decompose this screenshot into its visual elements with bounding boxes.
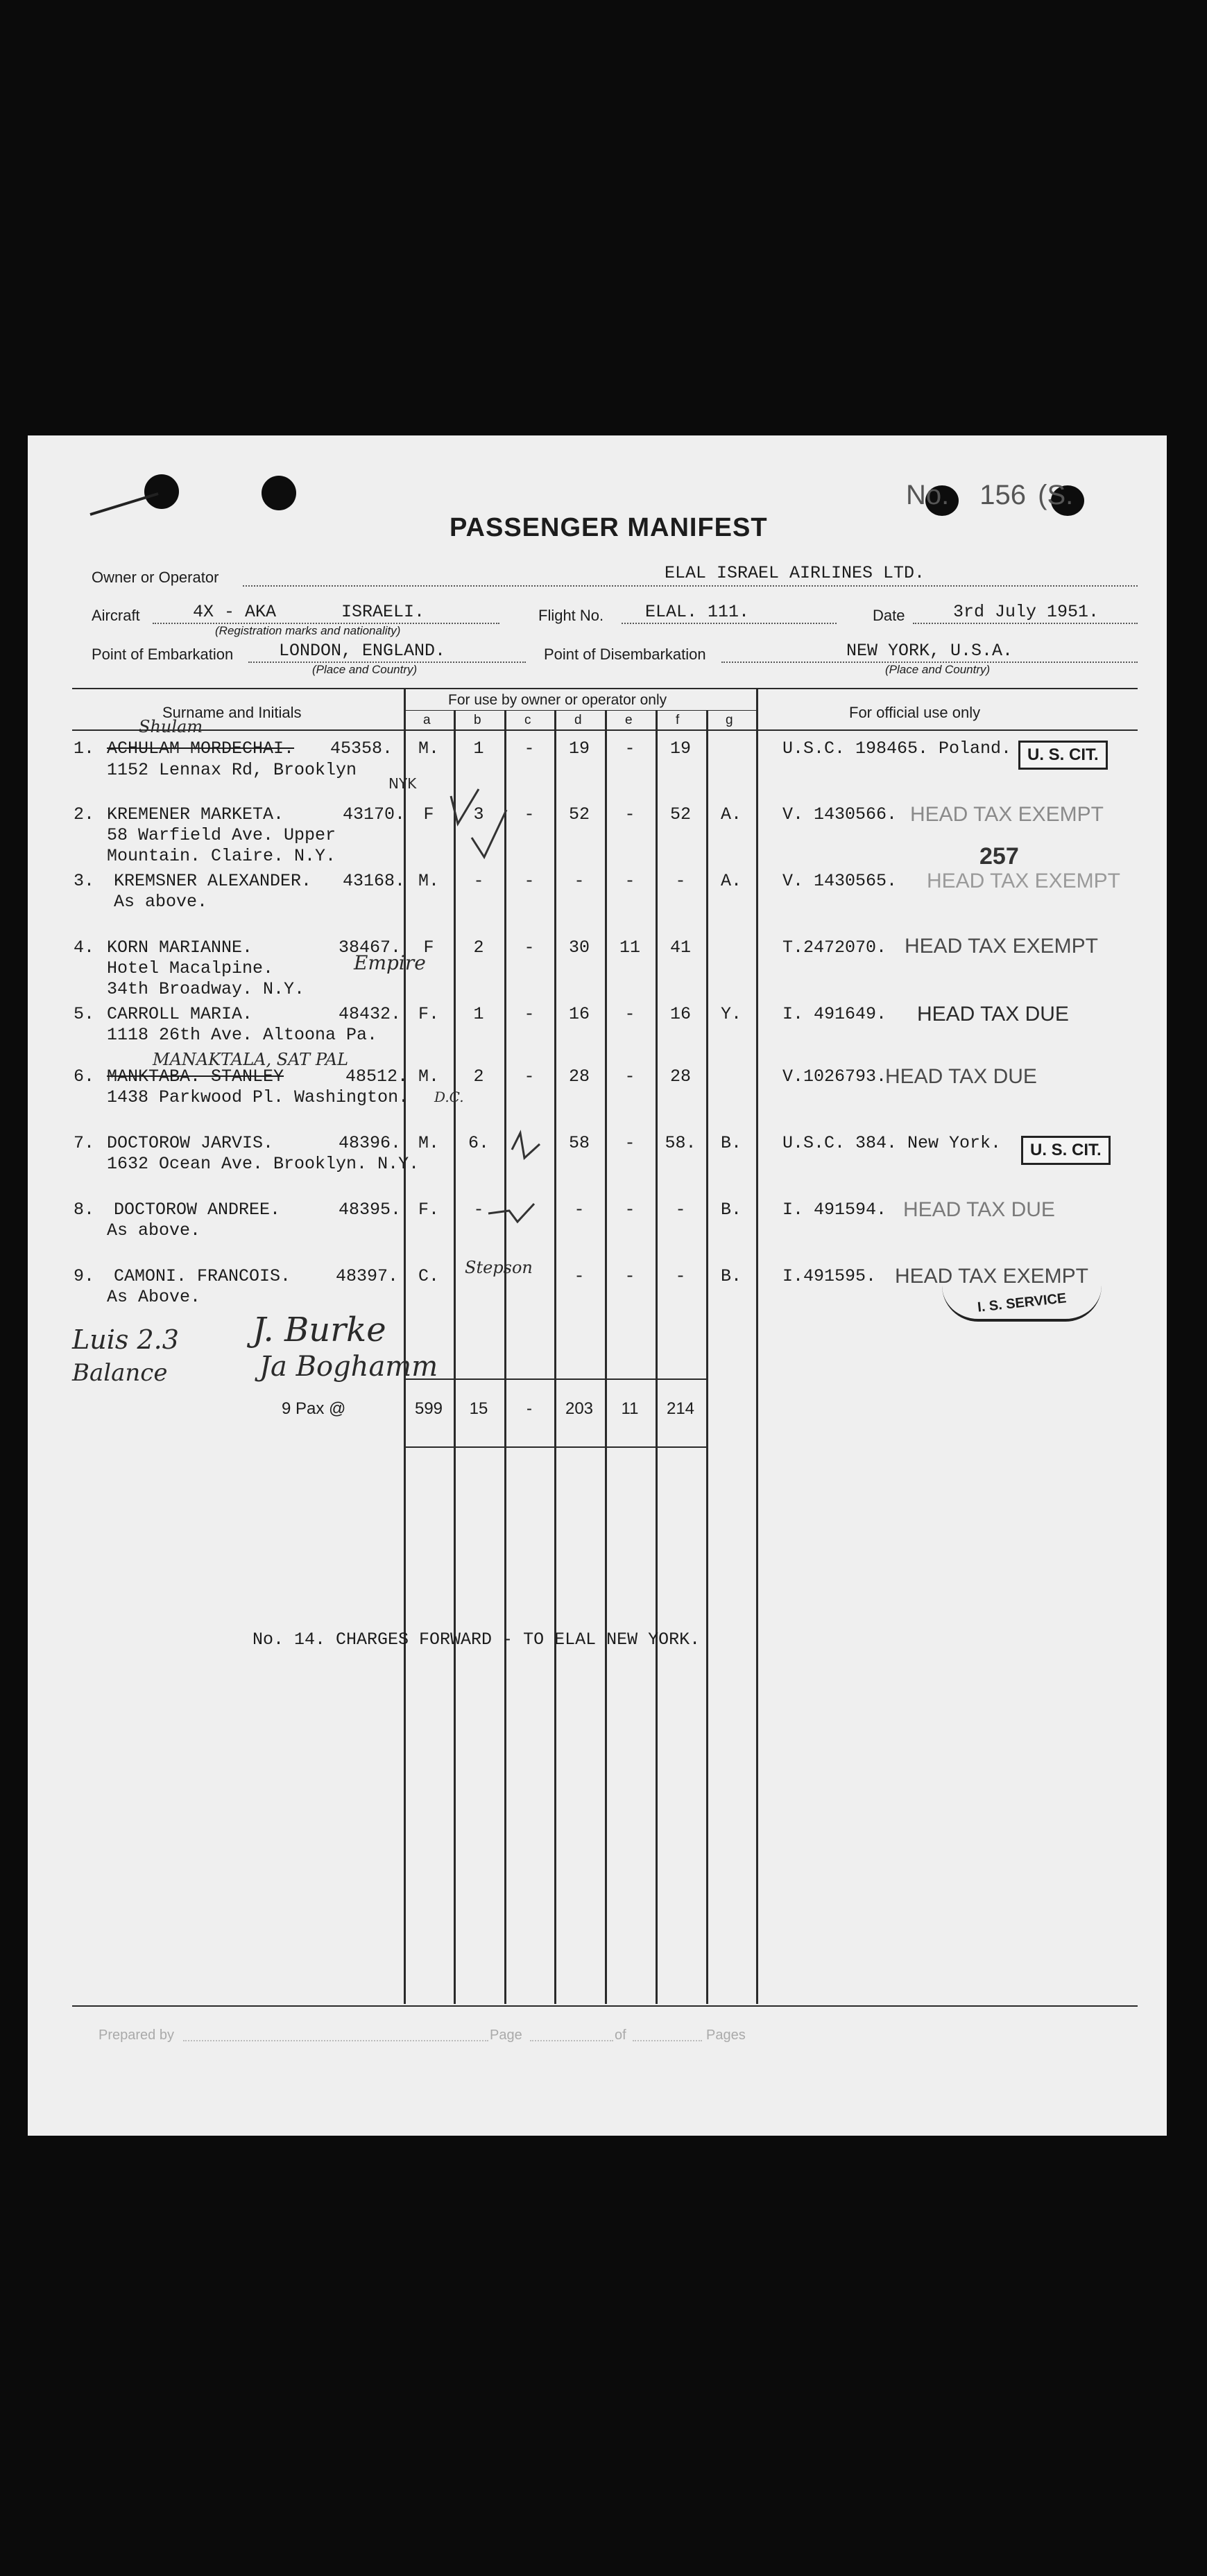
handwritten-annotation: Shulam: [139, 717, 203, 736]
col-d: -: [574, 1200, 585, 1220]
col-e: -: [624, 1266, 635, 1286]
col-f: 52: [669, 804, 691, 824]
official-entry: V. 1430565.: [782, 871, 898, 891]
col-c: -: [524, 1004, 535, 1024]
official-entry: I. 491649.: [782, 1004, 887, 1024]
col-b: 2: [473, 1066, 484, 1087]
passenger-address: 1118 26th Ave. Altoona Pa.: [107, 1025, 378, 1045]
col-g: B.: [720, 1266, 742, 1286]
owner-header-split: [405, 710, 756, 711]
punch-hole-center: [262, 476, 296, 510]
totals-label: 9 Pax @: [282, 1399, 346, 1418]
handwritten-annotation: Stepson: [465, 1258, 533, 1277]
passenger-address: As above.: [114, 892, 208, 912]
row-number: 4.: [74, 937, 95, 958]
row-number: 1.: [74, 738, 95, 759]
col-e: -: [624, 804, 635, 824]
col-rule-6: [656, 710, 658, 2004]
col-c: -: [524, 1066, 535, 1087]
form-number-suffix: (S.: [1038, 480, 1074, 510]
col-d: 16: [568, 1004, 590, 1024]
total-a: 599: [414, 1399, 443, 1418]
passenger-name: ACHULAM MORDECHAI.: [107, 738, 295, 759]
form-number: [906, 480, 1073, 511]
passenger-address: 1632 Ocean Ave. Brooklyn. N.Y.: [107, 1154, 420, 1174]
col-a: M.: [418, 1066, 439, 1087]
stamped-number-257: 257: [979, 843, 1019, 870]
passenger-id: 43168.: [343, 871, 406, 891]
official-entry: I.491595.: [782, 1266, 877, 1286]
column-letter-a: a: [423, 713, 431, 727]
col-e: -: [624, 738, 635, 759]
official-entry: V. 1430566.: [782, 804, 898, 824]
col-rule-5: [605, 710, 607, 2004]
embark-value: LONDON, ENGLAND.: [279, 641, 446, 661]
col-a: M.: [418, 871, 439, 891]
col-e: -: [624, 871, 635, 891]
col-b: 6.: [468, 1133, 489, 1153]
col-f: -: [675, 871, 686, 891]
passenger-name: DOCTOROW JARVIS.: [107, 1133, 274, 1153]
official-entry: V.1026793.: [782, 1066, 887, 1087]
signature-1: J. Burke: [252, 1311, 386, 1349]
col-rule-7: [706, 710, 708, 2004]
handwritten-annotation: Empire: [354, 951, 426, 974]
column-letter-g: g: [726, 713, 733, 727]
checkmark-annotation: [486, 1198, 541, 1226]
column-letter-e: e: [625, 713, 633, 727]
col-rule-3: [504, 710, 506, 2004]
flight-value: ELAL. 111.: [645, 602, 750, 622]
column-letter-c: c: [524, 713, 531, 727]
head-tax-stamp: HEAD TAX EXEMPT: [895, 1265, 1088, 1288]
handwritten-note-left: Luis 2.3: [72, 1324, 179, 1355]
passenger-id: 48395.: [339, 1200, 402, 1220]
head-tax-stamp: HEAD TAX EXEMPT: [910, 803, 1104, 826]
flight-label: Flight No.: [538, 607, 604, 624]
col-b: 2: [473, 937, 484, 958]
col-b: 1: [473, 738, 484, 759]
row-number: 7.: [74, 1133, 95, 1153]
passenger-id: 43170.: [343, 804, 406, 824]
footer-pages: Pages: [706, 2028, 746, 2043]
passenger-name: CAMONI. FRANCOIS.: [114, 1266, 291, 1286]
disembark-value: NEW YORK, U.S.A.: [846, 641, 1013, 661]
col-f: 16: [669, 1004, 691, 1024]
passenger-id: 48397.: [336, 1266, 399, 1286]
table-bottom-rule: [72, 2005, 1138, 2007]
row-number: 3.: [74, 871, 95, 891]
is-service-text: I. S. SERVICE: [976, 1290, 1068, 1315]
passenger-id: 48512.: [345, 1066, 409, 1087]
totals-top-rule: [404, 1378, 708, 1380]
passenger-name: KREMSNER ALEXANDER.: [114, 871, 312, 891]
col-c: -: [524, 804, 535, 824]
col-e: -: [624, 1004, 635, 1024]
us-cit-stamp: U. S. CIT.: [1021, 1136, 1111, 1165]
col-e: -: [624, 1133, 635, 1153]
total-d: 203: [565, 1399, 594, 1418]
passenger-id: 48432.: [339, 1004, 402, 1024]
total-f: 214: [666, 1399, 695, 1418]
passenger-address: 1438 Parkwood Pl. Washington.: [107, 1087, 409, 1107]
aircraft-reg: 4X - AKA: [193, 602, 277, 622]
col-f: 19: [669, 738, 691, 759]
passenger-address: As above.: [107, 1220, 201, 1241]
col-g: A.: [720, 871, 742, 891]
official-use-header: For official use only: [849, 704, 981, 721]
head-tax-stamp: HEAD TAX DUE: [903, 1198, 1055, 1221]
col-b: -: [473, 1200, 484, 1220]
official-entry: T.2472070.: [782, 937, 887, 958]
disembark-label: Point of Disembarkation: [544, 646, 706, 663]
col-rule-8: [756, 689, 758, 2004]
col-b: 3: [473, 804, 484, 824]
passenger-address-line2: 34th Broadway. N.Y.: [107, 979, 305, 999]
signature-2: Ja Boghamm: [259, 1351, 438, 1383]
checkmark-annotation: [506, 1129, 548, 1164]
passenger-name: KORN MARIANNE.: [107, 937, 253, 958]
column-letter-f: f: [676, 713, 680, 727]
flight-dotline: [622, 623, 837, 624]
col-e: -: [624, 1066, 635, 1087]
official-entry: I. 491594.: [782, 1200, 887, 1220]
col-d: 52: [568, 804, 590, 824]
footer-of-dotline: [633, 2040, 702, 2041]
col-rule-2: [454, 710, 456, 2004]
owner-value: ELAL ISRAEL AIRLINES LTD.: [665, 563, 925, 583]
total-e: 11: [621, 1399, 639, 1418]
passenger-id: 45358.: [330, 738, 393, 759]
embark-sublabel: (Place and Country): [312, 663, 418, 676]
footer-page-dotline: [530, 2040, 613, 2041]
row-number: 8.: [74, 1200, 95, 1220]
owner-dotline: [243, 585, 1138, 587]
owner-label: Owner or Operator: [92, 569, 219, 586]
col-e: 11: [619, 937, 640, 958]
col-a: M.: [418, 1133, 439, 1153]
col-a: F: [423, 804, 434, 824]
pen-stroke-mark: [89, 484, 172, 519]
col-b: 1: [473, 1004, 484, 1024]
col-d: 58: [568, 1133, 590, 1153]
footer-prepared-dotline: [183, 2040, 488, 2041]
head-tax-stamp: HEAD TAX DUE: [885, 1065, 1037, 1088]
totals-bottom-rule: [404, 1446, 708, 1448]
form-number-value: 156: [979, 480, 1026, 510]
date-dotline: [913, 623, 1138, 624]
col-d: -: [574, 871, 585, 891]
passenger-address: 1152 Lennax Rd, Brooklyn: [107, 760, 357, 780]
handwritten-annotation: MANAKTALA, SAT PAL: [153, 1050, 349, 1069]
owner-use-header: For use by owner or operator only: [448, 692, 667, 708]
row-number: 6.: [74, 1066, 95, 1087]
date-label: Date: [873, 607, 905, 624]
col-g: Y.: [720, 1004, 742, 1024]
embark-label: Point of Embarkation: [92, 646, 234, 663]
passenger-name: CARROLL MARIA.: [107, 1004, 253, 1024]
col-a: F.: [418, 1004, 439, 1024]
col-g: B.: [720, 1133, 742, 1153]
passenger-id: 38467.: [339, 937, 402, 958]
col-a: F: [423, 937, 434, 958]
head-tax-stamp: HEAD TAX EXEMPT: [905, 935, 1098, 958]
charges-forward-note: No. 14. CHARGES FORWARD - TO ELAL NEW YORK.: [252, 1630, 701, 1650]
footer-prepared-by: Prepared by: [99, 2028, 174, 2043]
passenger-address-line2: Mountain. Claire. N.Y.: [107, 846, 336, 866]
passenger-address: Hotel Macalpine.: [107, 958, 274, 978]
col-f: 58.: [665, 1133, 696, 1153]
checkmark-annotation: [430, 782, 541, 872]
us-cit-stamp: U. S. CIT.: [1018, 741, 1108, 770]
col-c: -: [524, 937, 535, 958]
form-number-prefix: No.: [906, 480, 950, 510]
col-e: -: [624, 1200, 635, 1220]
head-tax-stamp: HEAD TAX DUE: [917, 1003, 1069, 1026]
head-tax-stamp: HEAD TAX EXEMPT: [927, 870, 1120, 892]
handwritten-annotation: D.C.: [434, 1089, 464, 1105]
col-c: -: [524, 871, 535, 891]
col-b: -: [473, 871, 484, 891]
aircraft-label: Aircraft: [92, 607, 140, 624]
col-d: 30: [568, 937, 590, 958]
col-c: -: [524, 738, 535, 759]
footer-page: Page: [490, 2028, 522, 2043]
col-f: 28: [669, 1066, 691, 1087]
footer-of: of: [615, 2028, 626, 2043]
aircraft-sublabel: (Registration marks and nationality): [215, 624, 401, 637]
date-value: 3rd July 1951.: [953, 602, 1099, 622]
row-number: 5.: [74, 1004, 95, 1024]
disembark-sublabel: (Place and Country): [885, 663, 991, 676]
handwritten-annotation: NYK: [388, 775, 417, 792]
col-f: 41: [669, 937, 691, 958]
surname-header: Surname and Initials: [162, 704, 302, 721]
total-b: 15: [469, 1399, 488, 1418]
column-letter-d: d: [574, 713, 582, 727]
aircraft-nationality: ISRAELI.: [341, 602, 425, 622]
col-d: 19: [568, 738, 590, 759]
col-g: A.: [720, 804, 742, 824]
manifest-sheet: [28, 435, 1167, 2136]
row-number: 9.: [74, 1266, 95, 1286]
official-entry: U.S.C. 384. New York.: [782, 1133, 1002, 1153]
col-a: F.: [418, 1200, 439, 1220]
passenger-name: DOCTOROW ANDREE.: [114, 1200, 281, 1220]
row-number: 2.: [74, 804, 95, 824]
is-service-stamp: [942, 1286, 1102, 1322]
total-c: -: [527, 1399, 532, 1418]
col-f: -: [675, 1200, 686, 1220]
col-a: C.: [418, 1266, 439, 1286]
passenger-name: KREMENER MARKETA.: [107, 804, 284, 824]
handwritten-note-balance: Balance: [72, 1359, 168, 1387]
page-title: PASSENGER MANIFEST: [450, 513, 768, 542]
passenger-address: 58 Warfield Ave. Upper: [107, 825, 336, 845]
col-g: B.: [720, 1200, 742, 1220]
passenger-id: 48396.: [339, 1133, 402, 1153]
passenger-name: MANKTABA. STANLEY: [107, 1066, 284, 1087]
official-entry: U.S.C. 198465. Poland.: [782, 738, 1012, 759]
passenger-address: As Above.: [107, 1287, 201, 1307]
table-top-rule: [72, 688, 1138, 689]
column-letter-b: b: [474, 713, 481, 727]
col-d: 28: [568, 1066, 590, 1087]
col-d: -: [574, 1266, 585, 1286]
col-a: M.: [418, 738, 439, 759]
col-rule-4: [554, 710, 556, 2004]
col-f: -: [675, 1266, 686, 1286]
